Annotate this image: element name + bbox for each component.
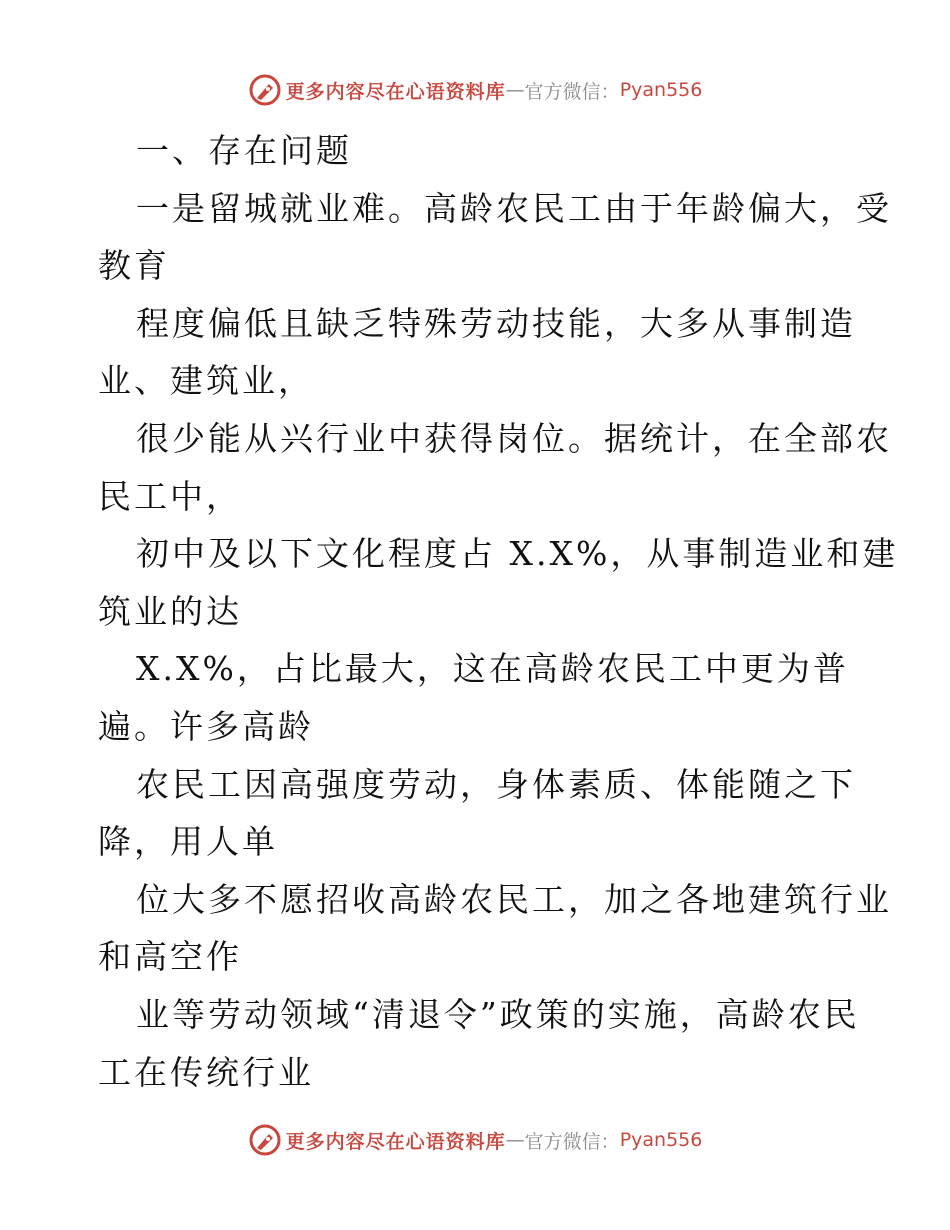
banner-wechat-label: 官方微信： — [524, 1130, 620, 1153]
pen-nib-logo-icon — [248, 1123, 282, 1157]
document-body — [98, 122, 899, 1101]
paragraph-line: 很少能从兴行业中获得岗位。据统计，在全部农 — [136, 418, 892, 458]
paragraph-line: 降，用人单 — [98, 822, 278, 862]
header-banner — [0, 70, 950, 110]
paragraph-line: 位大多不愿招收高龄农民工，加之各地建筑行业 — [136, 879, 892, 919]
paragraph-line: 教育 — [98, 246, 170, 286]
pen-nib-logo-icon — [248, 73, 282, 107]
footer-banner — [0, 1120, 950, 1160]
paragraph-line: 工在传统行业 — [98, 1052, 314, 1092]
section-heading: 一、存在问题 — [136, 131, 352, 170]
banner-wechat-id: Pyan556 — [619, 79, 703, 101]
paragraph-line: 业、建筑业， — [98, 361, 314, 401]
paragraph-line: 业等劳动领域“清退令”政策的实施，高龄农民 — [136, 994, 860, 1034]
banner-dash: — — [505, 79, 525, 101]
paragraph-line: 民工中， — [98, 476, 242, 516]
paragraph-line: 农民工因高强度劳动，身体素质、体能随之下 — [136, 764, 856, 804]
paragraph-line: 遍。许多高龄 — [98, 706, 314, 746]
banner-wechat-id: Pyan556 — [619, 1129, 703, 1151]
paragraph-line: 一是留城就业难。高龄农民工由于年龄偏大，受 — [136, 188, 892, 228]
paragraph-line: 初中及以下文化程度占 X.X%，从事制造业和建 — [136, 534, 899, 574]
banner-dash: — — [505, 1129, 525, 1151]
paragraph-line: 程度偏低且缺乏特殊劳动技能，大多从事制造 — [136, 303, 856, 343]
paragraph-line: 筑业的达 — [98, 591, 242, 631]
paragraph-line: X.X%，占比最大，这在高龄农民工中更为普 — [136, 649, 849, 689]
paragraph-line: 和高空作 — [98, 937, 242, 977]
banner-text: 更多内容尽在心语资料库 — [285, 80, 506, 103]
banner-text: 更多内容尽在心语资料库 — [285, 1130, 506, 1153]
banner-wechat-label: 官方微信： — [524, 80, 620, 103]
